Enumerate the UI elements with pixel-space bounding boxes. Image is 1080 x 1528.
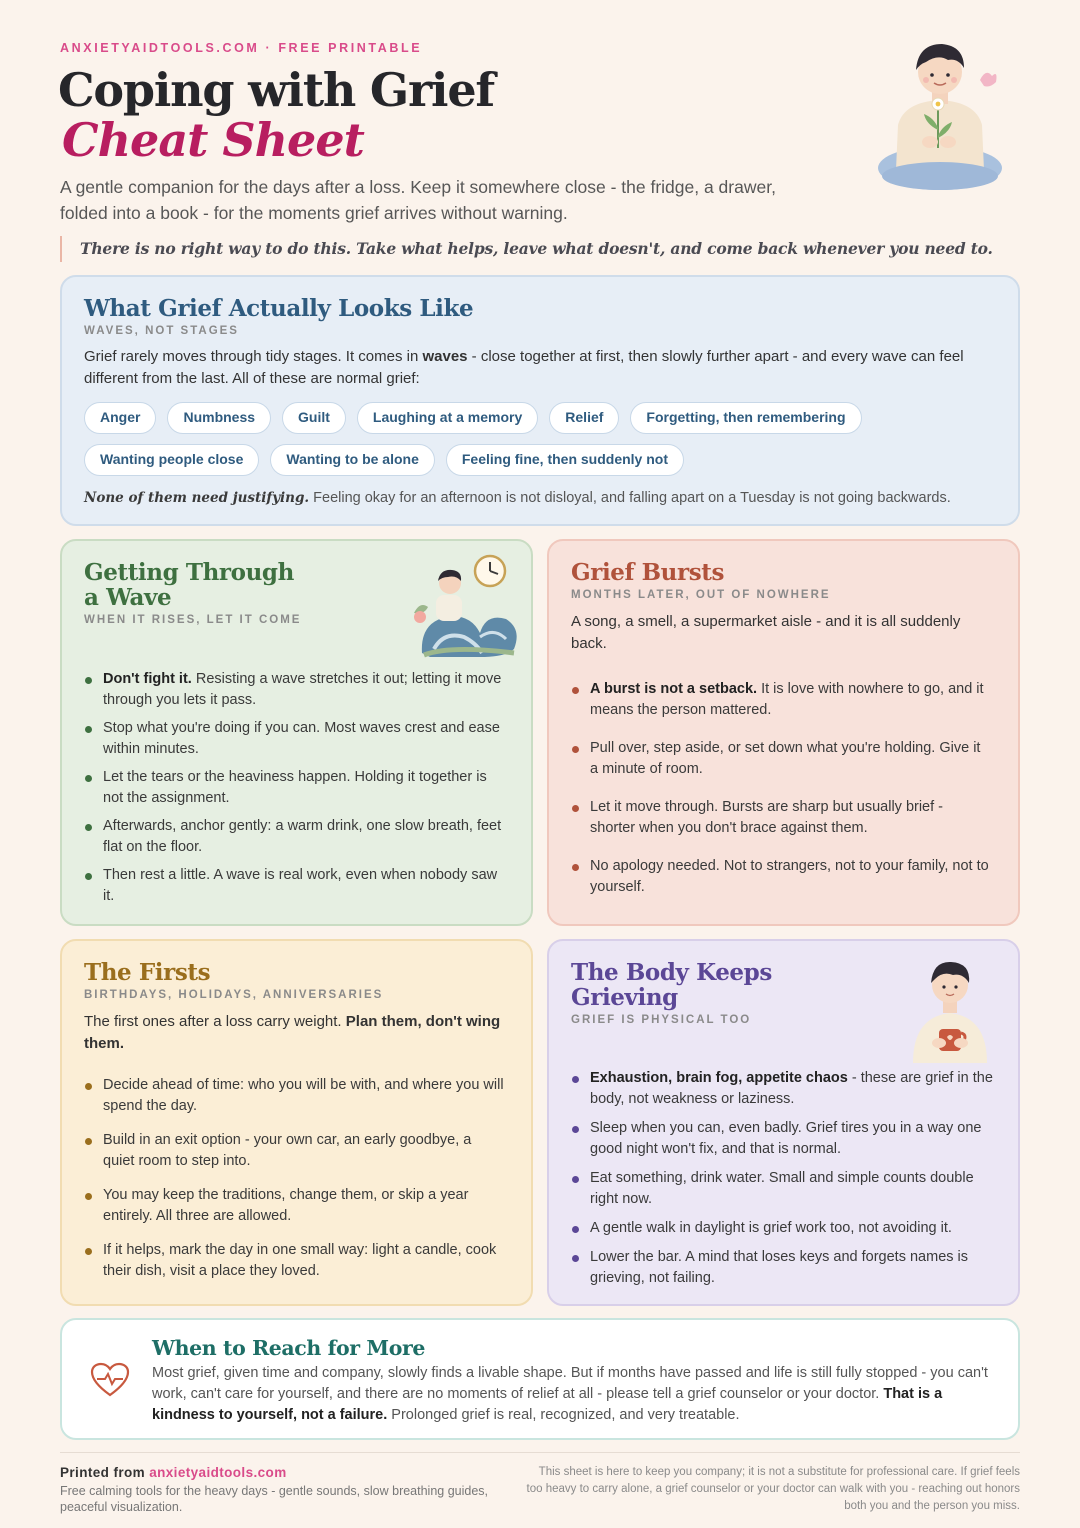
the-firsts-card <box>60 939 533 1306</box>
list-item: Stop what you're doing if you can. Most waves crest and ease within minutes. <box>84 718 504 760</box>
intro-text: A gentle companion for the days after a loss. Keep it somewhere close - the fridge, a drawer, folded into a book - for the moments grief arrives without warning. <box>60 177 776 223</box>
chip-numbness: Numbness <box>167 402 271 434</box>
person-with-flower-illustration <box>868 30 1008 200</box>
waves-lead: Grief rarely moves through tidy stages. It comes in waves - close together at first, then slowly further apart - and every wave can feel different from the last. All of these are normal grief: <box>84 348 964 387</box>
list-item: Eat something, drink water. Small and simple counts double right now. <box>571 1168 996 1210</box>
grief-bursts-card <box>547 539 1020 926</box>
footer-divider <box>60 1452 1020 1453</box>
chip-forgetting: Forgetting, then remembering <box>630 402 861 434</box>
through-title: Getting Through a Wave <box>84 559 294 611</box>
grief-waves-card <box>60 275 1020 526</box>
firsts-subtitle: BIRTHDAYS, HOLIDAYS, ANNIVERSARIES <box>84 989 384 1001</box>
waves-note: None of them need justifying. Feeling okay for an afternoon is not disloyal, and falling apart on a Tuesday is not going backwards. <box>84 490 951 506</box>
footer-disclaimer: This sheet is here to keep you company; it is not a substitute for professional care. If grief feels too heavy to carry alone, a grief counselor or your doctor can walk with you - reaching out honors both you and the person you miss. <box>526 1466 1020 1512</box>
bursts-list <box>571 679 991 915</box>
bursts-lead: A song, a smell, a supermarket aisle - and it is all suddenly back. <box>571 613 961 652</box>
list-item: Lower the bar. A mind that loses keys and forgets names is grieving, not failing. <box>571 1247 996 1289</box>
list-item: If it helps, mark the day in one small way: light a candle, cook their dish, visit a place they loved. <box>84 1240 504 1282</box>
footer-left <box>60 1465 500 1515</box>
list-item: Pull over, step aside, or set down what you're holding. Give it a minute of room. <box>571 738 991 780</box>
list-item: Afterwards, anchor gently: a warm drink, one slow breath, feet flat on the floor. <box>84 816 504 858</box>
body-subtitle: GRIEF IS PHYSICAL TOO <box>571 1014 752 1026</box>
chip-laughing: Laughing at a memory <box>357 402 538 434</box>
chip-guilt: Guilt <box>282 402 346 434</box>
person-in-wave-with-clock-illustration <box>410 553 520 661</box>
reach-title: When to Reach for More <box>152 1336 426 1360</box>
site-link[interactable]: anxietyaidtools.com <box>149 1465 287 1480</box>
body-grieving-card <box>547 939 1020 1306</box>
feelings-chip-list <box>84 402 964 476</box>
list-item: Decide ahead of time: who you will be with, and where you will spend the day. <box>84 1075 504 1117</box>
list-item: Then rest a little. A wave is real work, even when nobody saw it. <box>84 865 504 907</box>
firsts-title: The Firsts <box>84 959 211 986</box>
page-title: Coping with Grief <box>58 63 494 117</box>
chip-relief: Relief <box>549 402 619 434</box>
list-item: Let the tears or the heaviness happen. Holding it together is not the assignment. <box>84 767 504 809</box>
pull-quote: There is no right way to do this. Take what helps, leave what doesn't, and come back whenever you need to. <box>60 236 1020 262</box>
list-item: A burst is not a setback. It is love with nowhere to go, and it means the person mattered. <box>571 679 991 721</box>
firsts-lead: The first ones after a loss carry weight. Plan them, don't wing them. <box>84 1013 501 1052</box>
bursts-subtitle: MONTHS LATER, OUT OF NOWHERE <box>571 589 831 601</box>
list-item: No apology needed. Not to strangers, not to your family, not to yourself. <box>571 856 991 898</box>
reach-for-more-card <box>60 1318 1020 1440</box>
list-item: Let it move through. Bursts are sharp but usually brief - shorter when you don't brace against them. <box>571 797 991 839</box>
list-item: A gentle walk in daylight is grief work too, not avoiding it. <box>571 1218 996 1239</box>
through-list <box>84 669 504 914</box>
chip-fine-then-not: Feeling fine, then suddenly not <box>446 444 684 476</box>
heartbeat-heart-icon <box>90 1362 130 1398</box>
body-title: The Body Keeps Grieving <box>571 959 772 1011</box>
printed-from: Printed from anxietyaidtools.com <box>60 1465 287 1480</box>
list-item: You may keep the traditions, change them, or skip a year entirely. All three are allowed. <box>84 1185 504 1227</box>
waves-title: What Grief Actually Looks Like <box>84 295 474 322</box>
list-item: Exhaustion, brain fog, appetite chaos - these are grief in the body, not weakness or laziness. <box>571 1068 996 1110</box>
person-holding-mug-illustration <box>905 953 995 1063</box>
page-title-accent: Cheat Sheet <box>62 113 364 167</box>
through-subtitle: WHEN IT RISES, LET IT COME <box>84 614 302 626</box>
waves-subtitle: WAVES, NOT STAGES <box>84 325 239 337</box>
chip-anger: Anger <box>84 402 156 434</box>
reach-text: Most grief, given time and company, slowly finds a livable shape. But if months have passed and life is still fully stopped - you can't work, can't care for yourself, and there are no moments of relief at all - please tell a grief counselor or your doctor. That is a kindness to yourself, not a failure. Prolonged grief is real, recognized, and very treatable. <box>152 1365 988 1423</box>
chip-people-close: Wanting people close <box>84 444 259 476</box>
list-item: Sleep when you can, even badly. Grief tires you in a way one good night won't fix, and that is normal. <box>571 1118 996 1160</box>
site-kicker: ANXIETYAIDTOOLS.COM · FREE PRINTABLE <box>60 41 423 55</box>
footer-tagline: Free calming tools for the heavy days - gentle sounds, slow breathing guides, peaceful visualization. <box>60 1484 489 1514</box>
bursts-title: Grief Bursts <box>571 559 725 586</box>
firsts-list <box>84 1075 504 1295</box>
list-item: Build in an exit option - your own car, an early goodbye, a quiet room to step into. <box>84 1130 504 1172</box>
body-list <box>571 1068 996 1297</box>
list-item: Don't fight it. Resisting a wave stretches it out; letting it move through you lets it pass. <box>84 669 504 711</box>
chip-alone: Wanting to be alone <box>270 444 434 476</box>
getting-through-card <box>60 539 533 926</box>
